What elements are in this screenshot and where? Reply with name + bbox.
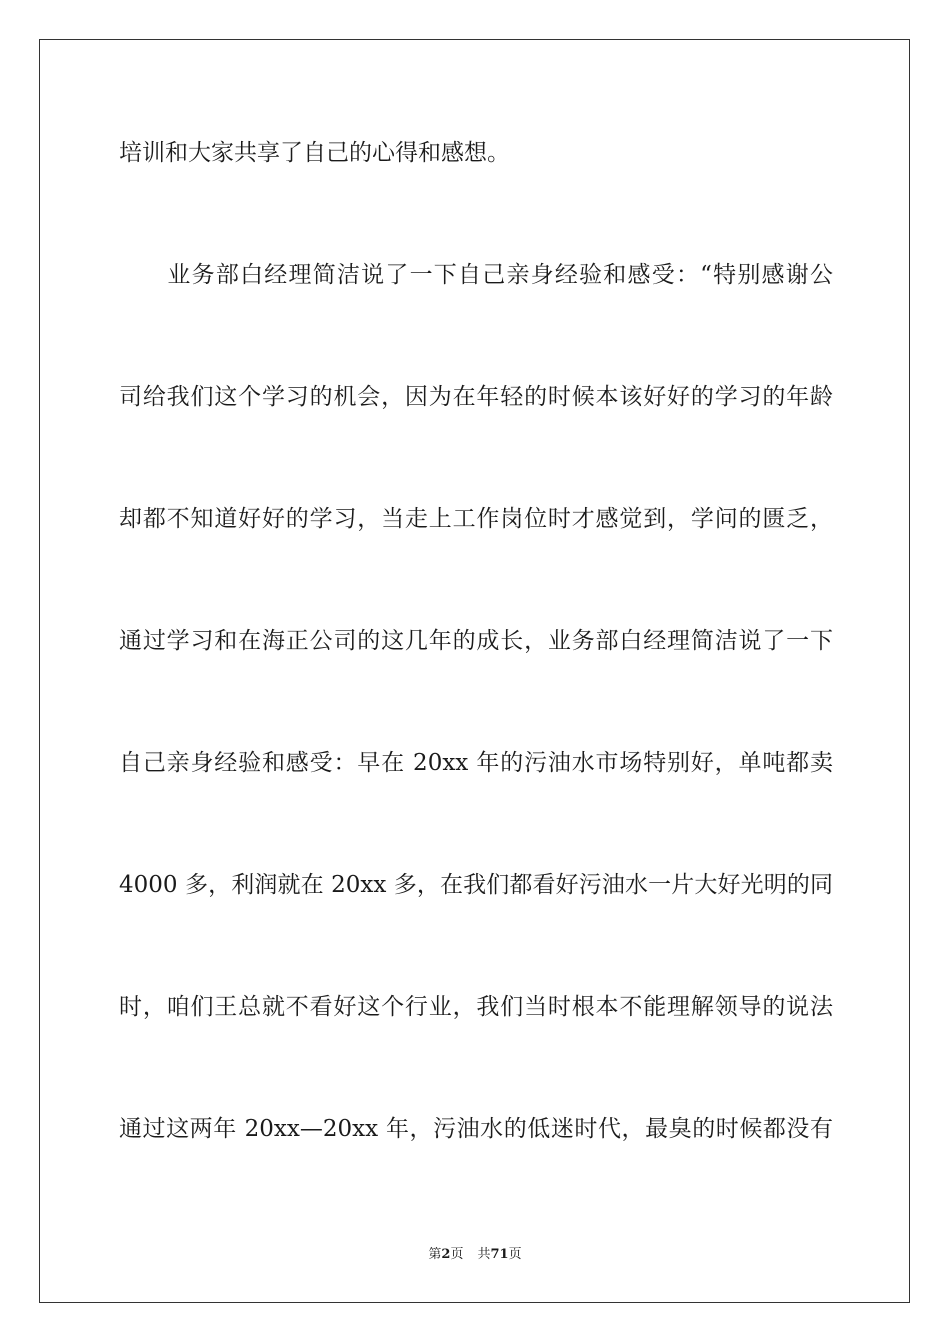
body-line-8: 时，咱们王总就不看好这个行业，我们当时根本不能理解领导的说法 — [119, 994, 833, 1020]
body-line-4: 却都不知道好好的学习，当走上工作岗位时才感觉到，学问的匮乏， — [119, 506, 833, 532]
body-line-6: 自己亲身经验和感受：早在 20xx 年的污油水市场特别好，单吨都卖 — [119, 750, 833, 776]
body-line-7: 4000 多，利润就在 20xx 多，在我们都看好污油水一片大好光明的同 — [119, 872, 833, 898]
page-footer — [0, 1246, 950, 1264]
total-prefix: 共 — [477, 1247, 491, 1262]
page-total: 71 — [490, 1247, 509, 1262]
page-prefix: 第 — [428, 1247, 442, 1262]
body-line-2: 业务部白经理简洁说了一下自己亲身经验和感受：“特别感谢公 — [119, 262, 833, 288]
body-line-1: 培训和大家共享了自己的心得和感想。 — [119, 140, 510, 166]
body-line-9: 通过这两年 20xx—20xx 年，污油水的低迷时代，最臭的时候都没有 — [119, 1116, 833, 1142]
total-suffix: 页 — [508, 1247, 522, 1262]
page-current: 2 — [441, 1247, 451, 1262]
page-suffix: 页 — [450, 1247, 464, 1262]
body-line-5: 通过学习和在海正公司的这几年的成长，业务部白经理简洁说了一下 — [119, 628, 833, 654]
body-line-3: 司给我们这个学习的机会，因为在年轻的时候本该好好的学习的年龄 — [119, 384, 833, 410]
